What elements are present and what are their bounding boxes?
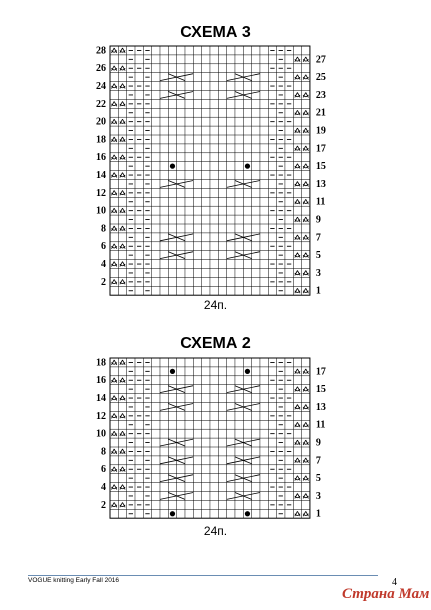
- bobble-symbol: [170, 369, 175, 374]
- bobble-symbol: [170, 511, 175, 516]
- row-number-right: 15: [315, 384, 326, 396]
- row-number-right: 25: [315, 72, 326, 84]
- row-number-left: 4: [101, 259, 106, 270]
- chart-2-title: СХЕМА 2: [180, 335, 251, 352]
- row-number-left: 2: [101, 276, 106, 288]
- page-number: 4: [392, 577, 397, 588]
- row-number-left: 14: [96, 393, 106, 404]
- row-number-right: 11: [315, 419, 326, 431]
- row-number-left: 16: [96, 375, 106, 387]
- row-number-left: 10: [96, 428, 106, 440]
- row-number-right: 13: [315, 178, 326, 190]
- row-number-left: 6: [101, 464, 106, 476]
- row-number-right: 13: [315, 401, 326, 413]
- row-number-left: 26: [96, 63, 106, 75]
- row-number-right: 3: [315, 267, 321, 279]
- row-number-left: 16: [96, 152, 106, 164]
- row-number-left: 6: [101, 241, 106, 253]
- row-number-right: 19: [315, 125, 326, 137]
- row-number-right: 15: [315, 161, 326, 173]
- row-number-right: 21: [315, 107, 326, 119]
- chart-2-stitch-count: 24п.: [203, 524, 228, 538]
- row-number-left: 10: [96, 205, 106, 217]
- chart-3-title: СХЕМА 3: [180, 24, 251, 41]
- row-number-right: 1: [315, 285, 321, 297]
- row-number-left: 24: [96, 81, 106, 92]
- row-number-left: 14: [96, 170, 106, 181]
- row-number-right: 9: [315, 214, 321, 226]
- row-number-right: 9: [315, 437, 321, 449]
- row-number-left: 28: [96, 45, 106, 57]
- row-number-left: 8: [101, 223, 106, 235]
- footer-rule: [28, 575, 378, 576]
- row-number-left: 20: [96, 116, 106, 128]
- row-number-right: 17: [315, 143, 326, 155]
- row-number-left: 18: [96, 357, 106, 369]
- row-number-right: 5: [315, 473, 321, 485]
- row-number-left: 12: [96, 410, 106, 422]
- row-number-right: 17: [315, 366, 326, 378]
- row-number-right: 11: [315, 196, 326, 208]
- row-number-right: 1: [315, 508, 321, 520]
- row-number-right: 7: [315, 455, 321, 467]
- row-number-right: 23: [315, 89, 326, 101]
- row-number-left: 18: [96, 134, 106, 146]
- row-number-left: 2: [101, 499, 106, 511]
- bobble-symbol: [245, 369, 250, 374]
- row-number-right: 3: [315, 490, 321, 502]
- footer-magazine: VOGUE knitting Early Fall 2016: [28, 577, 120, 584]
- row-number-right: 5: [315, 250, 321, 262]
- row-number-left: 4: [101, 482, 106, 493]
- bobble-symbol: [245, 511, 250, 516]
- row-number-right: 7: [315, 232, 321, 244]
- row-number-left: 22: [96, 98, 106, 110]
- watermark-logo: Страна Мам: [342, 586, 430, 602]
- row-number-left: 12: [96, 187, 106, 199]
- chart-3-stitch-count: 24п.: [203, 298, 228, 312]
- row-number-right: 27: [315, 54, 326, 66]
- row-number-left: 8: [101, 446, 106, 458]
